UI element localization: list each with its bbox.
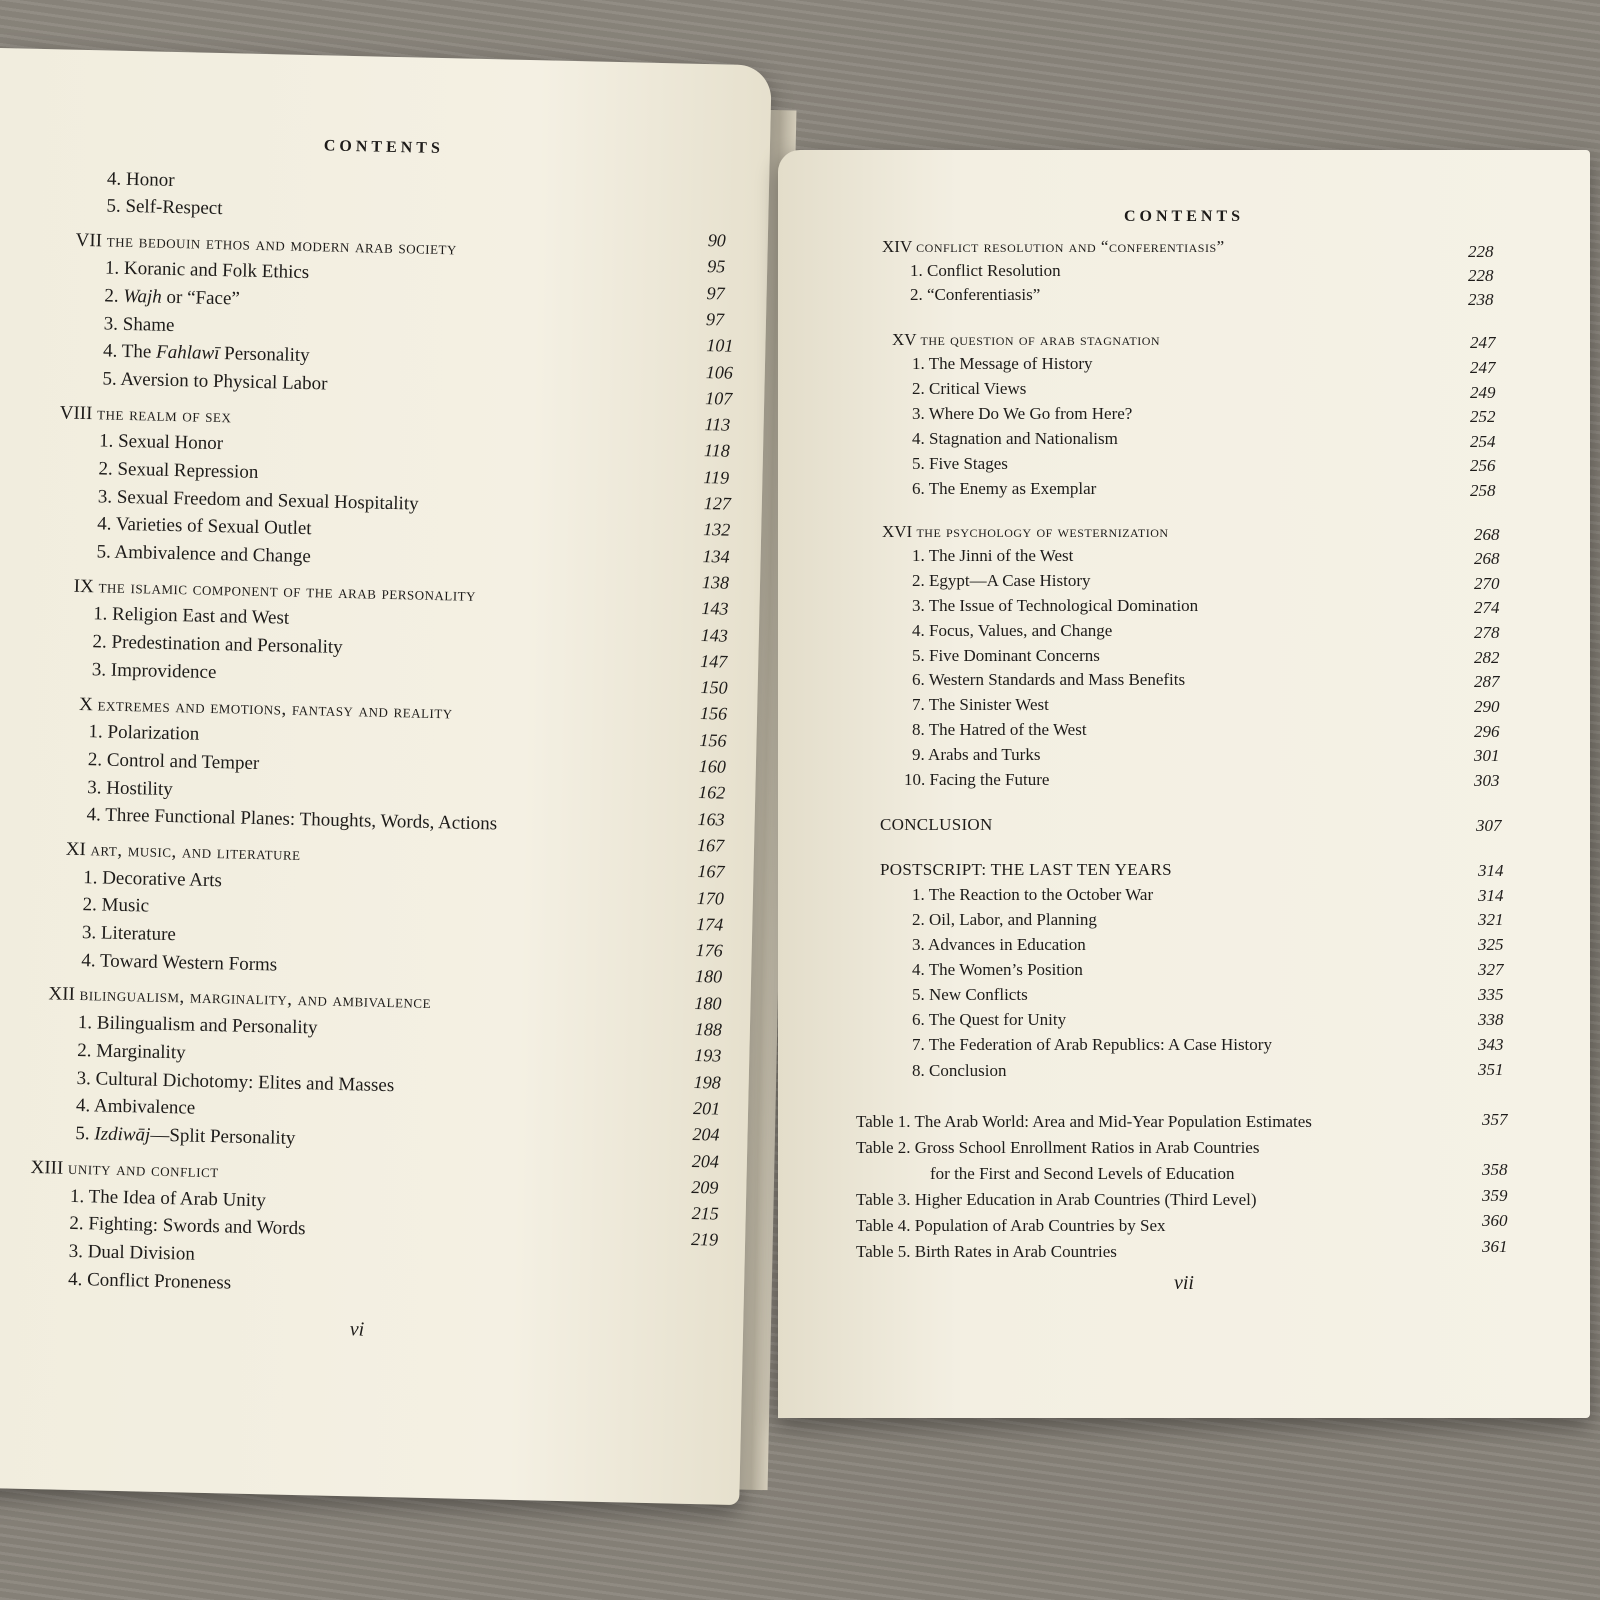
table-entry: Table 2. Gross School Enrollment Ratios in Arab Countries (856, 1138, 1260, 1157)
chapter-heading: X extremes and emotions, fantasy and reality (78, 693, 453, 724)
toc-entry: 4. The Fahlawī Personality (102, 340, 310, 367)
page-number: 270 (1474, 574, 1500, 593)
page-number: 180 (694, 992, 722, 1014)
page-number: 357 (1482, 1110, 1508, 1129)
table-entry: Table 4. Population of Arab Countries by Sex (856, 1216, 1166, 1235)
toc-entry: 2. Control and Temper (87, 749, 260, 775)
page-number: 167 (697, 861, 725, 882)
toc-entry: 3. Shame (103, 313, 175, 337)
page-number: 106 (705, 361, 734, 383)
toc-entry: 3. Improvidence (91, 659, 217, 684)
page-number: 97 (705, 308, 725, 330)
page-number: 252 (1470, 407, 1496, 426)
page-number: 163 (697, 808, 725, 830)
toc-entry: 10. Facing the Future (904, 770, 1050, 789)
toc-entry: 1. The Idea of Arab Unity (69, 1185, 267, 1212)
right-folio: vii (1174, 1272, 1194, 1294)
toc-entry: 8. The Hatred of the West (912, 720, 1087, 739)
toc-entry: 5. Five Stages (912, 454, 1008, 473)
chapter-heading: XI art, music, and literature (65, 838, 301, 866)
page-number: 338 (1478, 1010, 1504, 1029)
page-number: 351 (1478, 1060, 1504, 1079)
toc-entry: 2. Sexual Repression (98, 458, 259, 483)
page-number: 256 (1470, 456, 1496, 475)
table-entry: Table 5. Birth Rates in Arab Countries (856, 1242, 1117, 1261)
toc-entry: 3. Advances in Education (912, 935, 1086, 954)
page-number: 343 (1478, 1035, 1504, 1054)
page-number: 219 (690, 1229, 719, 1250)
toc-entry: 5. Self-Respect (106, 195, 223, 220)
toc-entry: 5. Izdiwāj—Split Personality (75, 1122, 296, 1149)
chapter-heading: XII bilingualism, marginality, and ambivalence (48, 983, 432, 1014)
toc-entry: 8. Conclusion (912, 1061, 1007, 1080)
toc-entry: 4. Varieties of Sexual Outlet (96, 513, 312, 540)
toc-entry: 9. Arabs and Turks (912, 745, 1041, 764)
page-number: 204 (692, 1124, 720, 1145)
page-number: 358 (1482, 1160, 1508, 1179)
toc-entry: 2. Egypt—A Case History (912, 571, 1091, 590)
toc-entry: 5. Aversion to Physical Labor (102, 368, 328, 395)
page-number: 282 (1474, 648, 1500, 667)
toc-entry: 3. Where Do We Go from Here? (912, 404, 1133, 423)
toc-entry: 6. Western Standards and Mass Benefits (912, 670, 1186, 689)
left-page (0, 48, 772, 1505)
page-number: 170 (696, 887, 725, 909)
page-number: 160 (698, 756, 727, 777)
page-number: 254 (1470, 432, 1496, 451)
right-running-head: CONTENTS (1123, 208, 1245, 225)
page-number: 327 (1478, 960, 1504, 979)
chapter-heading: VII the bedouin ethos and modern arab society (75, 229, 458, 260)
toc-entry: 2. Wajh or “Face” (104, 285, 241, 310)
toc-entry: 1. Religion East and West (92, 603, 290, 629)
toc-entry: 4. Toward Western Forms (81, 950, 278, 976)
page-number: 335 (1478, 985, 1504, 1004)
page-number: 314 (1478, 861, 1504, 880)
page-number: 268 (1474, 549, 1500, 568)
toc-entry: 3. Cultural Dichotomy: Elites and Masses (76, 1068, 395, 1097)
page-number: 228 (1468, 266, 1494, 285)
toc-entry: 2. Fighting: Swords and Words (69, 1212, 306, 1240)
toc-entry: 4. Three Functional Planes: Thoughts, Words, Actions (86, 804, 498, 835)
page-number: 113 (704, 414, 731, 435)
chapter-heading: VIII the realm of sex (59, 402, 232, 428)
page-number: 228 (1468, 242, 1494, 261)
page-number: 268 (1474, 525, 1500, 544)
chapter-heading: XVI the psychology of westernization (882, 522, 1169, 541)
page-number: 198 (693, 1071, 721, 1093)
toc-entry: 6. The Enemy as Exemplar (912, 479, 1097, 498)
chapter-heading: IX the islamic component of the arab personality (73, 575, 477, 606)
toc-entry: 5. New Conflicts (912, 985, 1028, 1004)
page-number: 307 (1476, 816, 1502, 835)
page-number: 278 (1474, 623, 1500, 642)
toc-entry: 1. Koranic and Folk Ethics (104, 257, 310, 284)
toc-entry: 3. Dual Division (68, 1240, 196, 1265)
page-number: 201 (692, 1097, 721, 1119)
toc-entry: 1. The Jinni of the West (912, 546, 1074, 565)
page-number: 97 (706, 282, 725, 304)
toc-entry: 6. The Quest for Unity (912, 1010, 1067, 1029)
left-running-head: CONTENTS (323, 137, 445, 158)
toc-entry: 1. Polarization (88, 721, 200, 745)
toc-entry: 2. Music (82, 894, 150, 917)
page-number: 147 (700, 650, 728, 672)
page-number: 359 (1482, 1186, 1508, 1205)
table-entry: Table 3. Higher Education in Arab Countries (Third Level) (856, 1190, 1257, 1209)
toc-entry: 4. Stagnation and Nationalism (912, 429, 1118, 448)
page-number: 167 (696, 834, 725, 856)
page-number: 325 (1478, 935, 1504, 954)
page-number: 204 (691, 1150, 720, 1172)
page-number: 290 (1474, 697, 1500, 716)
toc-entry: 1. Decorative Arts (82, 867, 223, 892)
page-number: 95 (707, 256, 726, 277)
page-number: 303 (1474, 771, 1500, 790)
toc-entry: 7. The Sinister West (912, 695, 1049, 714)
page-number: 143 (700, 624, 729, 646)
page-number: 138 (701, 571, 730, 593)
left-folio: vi (349, 1318, 365, 1341)
page-number: 132 (703, 519, 731, 540)
toc-entry: 2. Predestination and Personality (92, 631, 343, 658)
page-number: 119 (703, 466, 730, 488)
toc-entry: 1. Sexual Honor (98, 430, 224, 455)
page-number: 247 (1470, 333, 1496, 352)
page-number: 249 (1470, 383, 1496, 402)
page-number: 150 (700, 677, 728, 698)
toc-entry: 2. “Conferentiasis” (910, 285, 1041, 304)
toc-entry: 1. The Message of History (912, 354, 1093, 373)
toc-entry: 3. Literature (81, 922, 177, 946)
toc-entry: 1. Bilingualism and Personality (77, 1012, 318, 1039)
page-number: 258 (1470, 481, 1496, 500)
page-number: 360 (1482, 1211, 1508, 1230)
page-number: 321 (1478, 910, 1504, 929)
chapter-heading: XV the question of arab stagnation (892, 330, 1161, 349)
page-number: 134 (702, 545, 730, 567)
toc-entry: 5. Five Dominant Concerns (912, 646, 1100, 665)
toc-entry: 4. Honor (106, 168, 175, 191)
page-number: 156 (699, 729, 727, 751)
toc-entry: 7. The Federation of Arab Republics: A Case History (912, 1035, 1272, 1054)
toc-entry: 3. The Issue of Technological Domination (912, 596, 1199, 615)
toc-entry: 4. Conflict Proneness (67, 1268, 232, 1294)
toc-entry: 4. Focus, Values, and Change (912, 621, 1113, 640)
table-entry: Table 1. The Arab World: Area and Mid-Year Population Estimates (856, 1112, 1312, 1131)
table-entry-continuation: for the First and Second Levels of Education (930, 1164, 1235, 1183)
page-number: 238 (1468, 290, 1494, 309)
page-number: 361 (1482, 1237, 1508, 1256)
page-number: 162 (698, 782, 726, 803)
page-number: 215 (691, 1203, 719, 1224)
page-number: 118 (703, 440, 730, 462)
toc-entry: 1. Conflict Resolution (910, 261, 1061, 280)
page-number: 247 (1470, 358, 1496, 377)
page-number: 101 (706, 335, 734, 356)
page-number: 274 (1474, 598, 1500, 617)
toc-entry: 4. The Women’s Position (912, 960, 1083, 979)
toc-entry: 2. Marginality (77, 1040, 186, 1064)
page-number: 296 (1474, 722, 1500, 741)
toc-entry: 5. Ambivalence and Change (96, 541, 311, 568)
toc-entry: 2. Oil, Labor, and Planning (912, 910, 1097, 929)
toc-entry: 4. Ambivalence (75, 1094, 196, 1119)
chapter-heading: XIII unity and conflict (30, 1156, 219, 1183)
page-number: 287 (1474, 672, 1500, 691)
toc-entry: 1. The Reaction to the October War (912, 885, 1154, 904)
page-number: 180 (694, 966, 723, 988)
page-number: 301 (1474, 746, 1500, 765)
page-number: 209 (691, 1176, 719, 1198)
page-number: 176 (695, 940, 723, 961)
page-number: 90 (707, 230, 727, 251)
page-number: 127 (703, 493, 732, 514)
page-number: 193 (694, 1045, 722, 1066)
toc-entry: 3. Hostility (87, 777, 173, 801)
conclusion-heading: CONCLUSION (880, 815, 993, 834)
page-number: 174 (696, 913, 724, 935)
postscript-heading: POSTSCRIPT: THE LAST TEN YEARS (880, 860, 1172, 879)
page-number: 314 (1478, 886, 1504, 905)
page-number: 156 (699, 703, 728, 725)
toc-entry: 3. Sexual Freedom and Sexual Hospitality (97, 486, 419, 515)
toc-entry: 2. Critical Views (912, 379, 1027, 398)
page-number: 107 (705, 387, 733, 409)
page-number: 143 (701, 598, 729, 619)
page-number: 188 (694, 1019, 723, 1040)
chapter-heading: XIV conflict resolution and “conferentiasis” (882, 237, 1225, 256)
right-page (778, 150, 1590, 1418)
